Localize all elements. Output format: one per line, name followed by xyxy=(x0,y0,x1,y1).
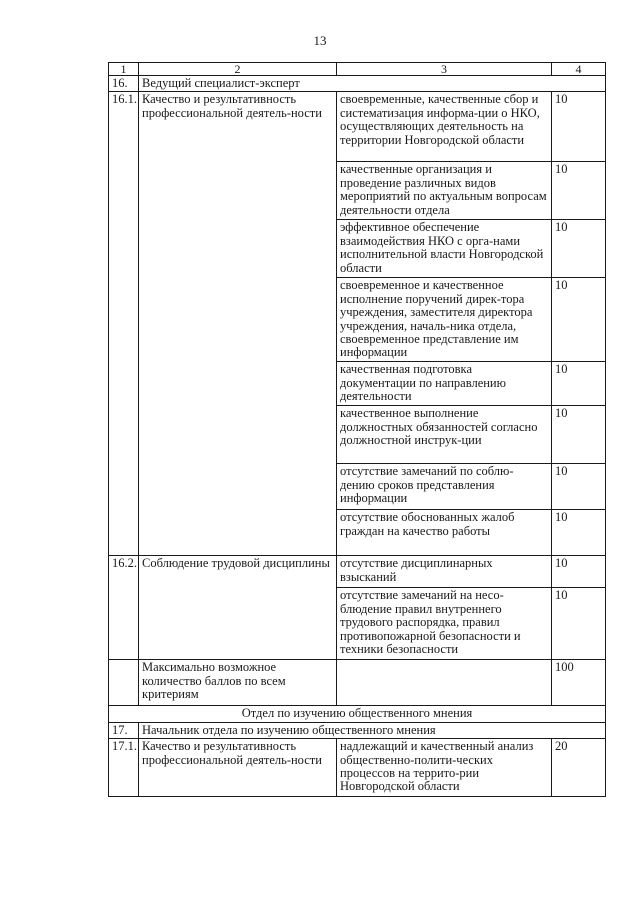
indicator-text: своевременное и качественное исполнение поручений дирек-тора учреждения, заместителя директора учреждения, началь-ника отдела, своевременное представление им информации xyxy=(337,278,552,362)
department-title: Отдел по изучению общественного мнения xyxy=(109,706,606,722)
position-number: 17. xyxy=(109,722,139,738)
column-number: 1 xyxy=(109,63,139,76)
empty-cell xyxy=(337,660,552,706)
page-number: 13 xyxy=(313,33,327,48)
indicator-text: эффективное обеспечение взаимодействия НКО с орга-нами исполнительной власти Новгородской области xyxy=(337,220,552,278)
position-number: 16. xyxy=(109,76,139,92)
indicator-points: 10 xyxy=(552,510,606,556)
indicator-points: 10 xyxy=(552,278,606,362)
criterion-name: Качество и результативность профессиональной деятель-ности xyxy=(139,739,337,797)
indicator-text: отсутствие дисциплинарных взысканий xyxy=(337,556,552,588)
max-score-row xyxy=(109,660,606,706)
indicator-text: своевременные, качественные сбор и систематизация информа-ции о НКО, осуществляющих деятельность на территории Новгородской области xyxy=(337,92,552,162)
criterion-name: Качество и результативность профессиональной деятель-ности xyxy=(139,92,337,556)
department-row xyxy=(109,706,606,722)
indicator-row xyxy=(109,92,606,162)
indicator-text: качественная подготовка документации по направлению деятельности xyxy=(337,362,552,406)
indicator-text: качественное выполнение должностных обязанностей согласно должностной инструк-ции xyxy=(337,406,552,464)
indicator-text: надлежащий и качественный анализ общественно-полити-ческих процессов на террито-рии Новгородской области xyxy=(337,739,552,797)
criteria-table xyxy=(108,62,606,797)
indicator-points: 10 xyxy=(552,220,606,278)
criterion-number: 17.1. xyxy=(109,739,139,797)
column-number: 2 xyxy=(139,63,337,76)
indicator-points: 10 xyxy=(552,362,606,406)
max-score-points: 100 xyxy=(552,660,606,706)
criterion-number: 16.1. xyxy=(109,92,139,556)
indicator-points: 10 xyxy=(552,464,606,510)
position-row xyxy=(109,76,606,92)
indicator-row xyxy=(109,556,606,588)
indicator-text: отсутствие обоснованных жалоб граждан на качество работы xyxy=(337,510,552,556)
column-number: 3 xyxy=(337,63,552,76)
position-title: Начальник отдела по изучению общественного мнения xyxy=(139,722,606,738)
column-number-row xyxy=(109,63,606,76)
indicator-points: 10 xyxy=(552,92,606,162)
max-score-label: Максимально возможное количество баллов по всем критериям xyxy=(139,660,337,706)
indicator-text: отсутствие замечаний по соблю-дению сроков представления информации xyxy=(337,464,552,510)
indicator-points: 10 xyxy=(552,556,606,588)
indicator-text: отсутствие замечаний на несо-блюдение правил внутреннего трудового распорядка, правил противопожарной безопасности и техники безопасности xyxy=(337,588,552,660)
empty-cell xyxy=(109,660,139,706)
indicator-points: 10 xyxy=(552,588,606,660)
indicator-points: 10 xyxy=(552,162,606,220)
criterion-name: Соблюдение трудовой дисциплины xyxy=(139,556,337,660)
indicator-row xyxy=(109,739,606,797)
position-row xyxy=(109,722,606,738)
criterion-number: 16.2. xyxy=(109,556,139,660)
indicator-points: 20 xyxy=(552,739,606,797)
position-title: Ведущий специалист-эксперт xyxy=(139,76,606,92)
indicator-text: качественные организация и проведение различных видов мероприятий по актуальным вопросам деятельности отдела xyxy=(337,162,552,220)
indicator-points: 10 xyxy=(552,406,606,464)
column-number: 4 xyxy=(552,63,606,76)
